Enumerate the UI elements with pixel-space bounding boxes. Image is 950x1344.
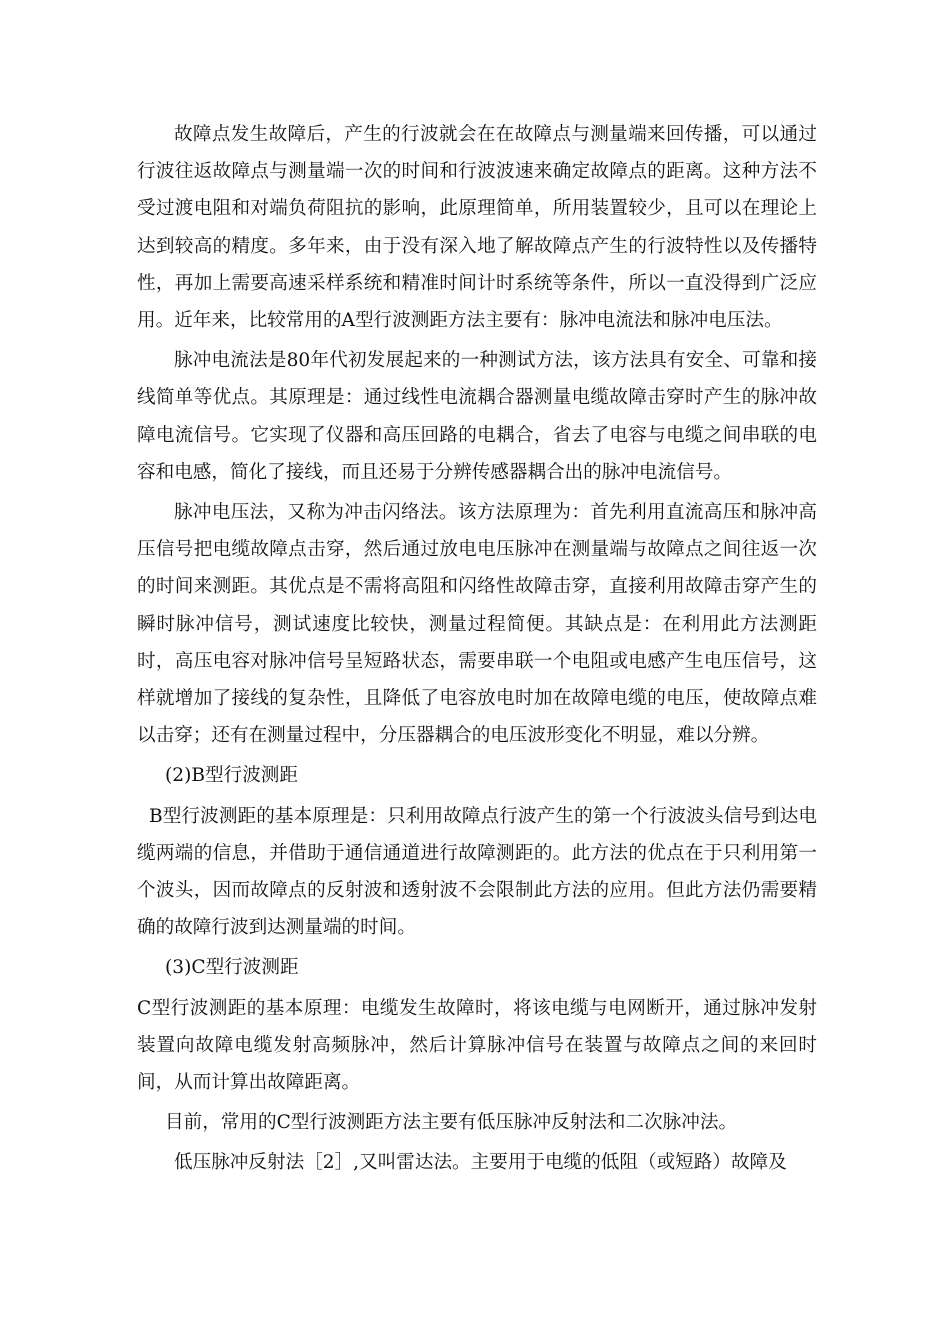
paragraph-pulse-voltage-method: 脉冲电压法，又称为冲击闪络法。该方法原理为：首先利用直流高压和脉冲高压信号把电缆故障点击穿，然后通过放电电压脉冲在测量端与故障点之间往返一次的时间来测距。其优点是不需将高阻和闪络性故障击穿，直接利用故障击穿产生的瞬时脉冲信号，测试速度比较快，测量过程简便。其缺点是：在利用此方法测距时，高压电容对脉冲信号呈短路状态，需要串联一个电阻或电感产生电压信号，这样就增加了接线的复杂性，且降低了电容放电时加在故障电缆的电压，使故障点难以击穿；还有在测量过程中，分压器耦合的电压波形变化不明显，难以分辨。 <box>137 502 817 747</box>
paragraph-c-type-methods: 目前，常用的C型行波测距方法主要有低压脉冲反射法和二次脉冲法。 <box>165 1112 738 1134</box>
section-heading-b-type: (2)B型行波测距 <box>165 765 298 787</box>
paragraph-b-type-principle: B型行波测距的基本原理是：只利用故障点行波产生的第一个行波波头信号到达电缆两端的信息，并借助于通信通道进行故障测距的。此方法的优点在于只利用第一个波头，因而故障点的反射波和透射波不会限制此方法的应用。但此方法仍需要精确的故障行波到达测量端的时间。 <box>137 805 817 939</box>
document-body <box>137 116 817 1182</box>
paragraph-pulse-current-method: 脉冲电流法是80年代初发展起来的一种测试方法，该方法具有安全、可靠和接线简单等优点。其原理是：通过线性电流耦合器测量电缆故障击穿时产生的脉冲故障电流信号。它实现了仪器和高压回路的电耦合，省去了电容与电缆之间串联的电容和电感，简化了接线，而且还易于分辨传感器耦合出的脉冲电流信号。 <box>137 350 817 483</box>
section-heading-c-type: (3)C型行波测距 <box>165 957 299 979</box>
paragraph-a-type-intro: 故障点发生故障后，产生的行波就会在在故障点与测量端来回传播，可以通过行波往返故障点与测量端一次的时间和行波波速来确定故障点的距离。这种方法不受过渡电阻和对端负荷阻抗的影响，此原理简单，所用装置较少，且可以在理论上达到较高的精度。多年来，由于没有深入地了解故障点产生的行波特性以及传播特性，再加上需要高速采样系统和精准时间计时系统等条件，所以一直没得到广泛应用。近年来，比较常用的A型行波测距方法主要有：脉冲电流法和脉冲电压法。 <box>137 124 817 332</box>
paragraph-low-voltage-pulse: 低压脉冲反射法［2］,又叫雷达法。主要用于电缆的低阻（或短路）故障及 <box>174 1152 787 1174</box>
paragraph-c-type-principle: C型行波测距的基本原理：电缆发生故障时，将该电缆与电网断开，通过脉冲发射装置向故障电缆发射高频脉冲，然后计算脉冲信号在装置与故障点之间的来回时间，从而计算出故障距离。 <box>137 997 817 1094</box>
